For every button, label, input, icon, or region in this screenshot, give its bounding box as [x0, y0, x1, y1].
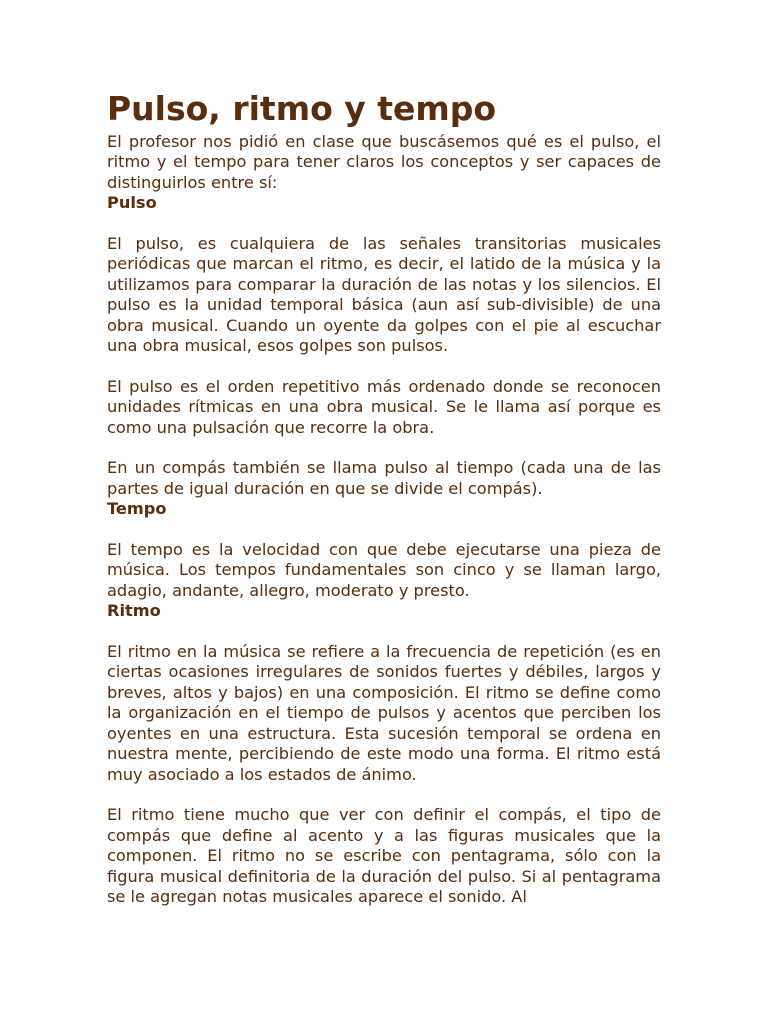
section-heading-ritmo: Ritmo [107, 601, 161, 621]
spacer [107, 214, 661, 234]
ritmo-paragraph-1: El ritmo en la música se refiere a la frecuencia de repetición (es en ciertas ocasiones irregulares de sonidos fuertes y débiles, largos y breves, altos y bajos) en una composición. El ritmo se define como la organización en el tiempo de pulsos y acentos que perciben los oyentes en una estructura. Esta sucesión temporal se ordena en nuestra mente, percibiendo de este modo una forma. El ritmo está muy asociado a los estados de ánimo. [107, 642, 661, 784]
section-heading-tempo: Tempo [107, 499, 167, 519]
spacer [107, 520, 661, 540]
section-heading-pulso: Pulso [107, 193, 157, 213]
document-page [107, 86, 661, 907]
pulso-paragraph-3: En un compás también se llama pulso al tiempo (cada una de las partes de igual duración en que se divide el compás). [107, 458, 661, 498]
spacer [107, 356, 661, 376]
tempo-paragraph-1: El tempo es la velocidad con que debe ejecutarse una pieza de música. Los tempos fundamentales son cinco y se llaman largo, adagio, andante, allegro, moderato y presto. [107, 540, 661, 600]
document-title: Pulso, ritmo y tempo [107, 89, 497, 128]
section-pulso [107, 193, 661, 499]
section-tempo [107, 499, 661, 601]
spacer [107, 438, 661, 458]
intro-paragraph: El profesor nos pidió en clase que buscásemos qué es el pulso, el ritmo y el tempo para tener claros los conceptos y ser capaces de distinguirlos entre sí: [107, 132, 661, 192]
pulso-paragraph-2: El pulso es el orden repetitivo más ordenado donde se reconocen unidades rítmicas en una obra musical. Se le llama así porque es como una pulsación que recorre la obra. [107, 376, 661, 437]
spacer [107, 785, 661, 805]
pulso-paragraph-1: El pulso, es cualquiera de las señales transitorias musicales periódicas que marcan el ritmo, es decir, el latido de la música y la utilizamos para comparar la duración de las notas y los silencios. El pulso es la unidad temporal básica (aun así sub-divisible) de una obra musical. Cuando un oyente da golpes con el pie al escuchar una obra musical, esos golpes son pulsos. [107, 234, 661, 356]
spacer [107, 622, 661, 642]
ritmo-paragraph-2: El ritmo tiene mucho que ver con definir el compás, el tipo de compás que define al acento y a las figuras musicales que la componen. El ritmo no se escribe con pentagrama, sólo con la figura musical definitoria de la duración del pulso. Si al pentagrama se le agregan notas musicales aparece el sonido. Al [107, 805, 661, 906]
section-ritmo [107, 601, 661, 907]
